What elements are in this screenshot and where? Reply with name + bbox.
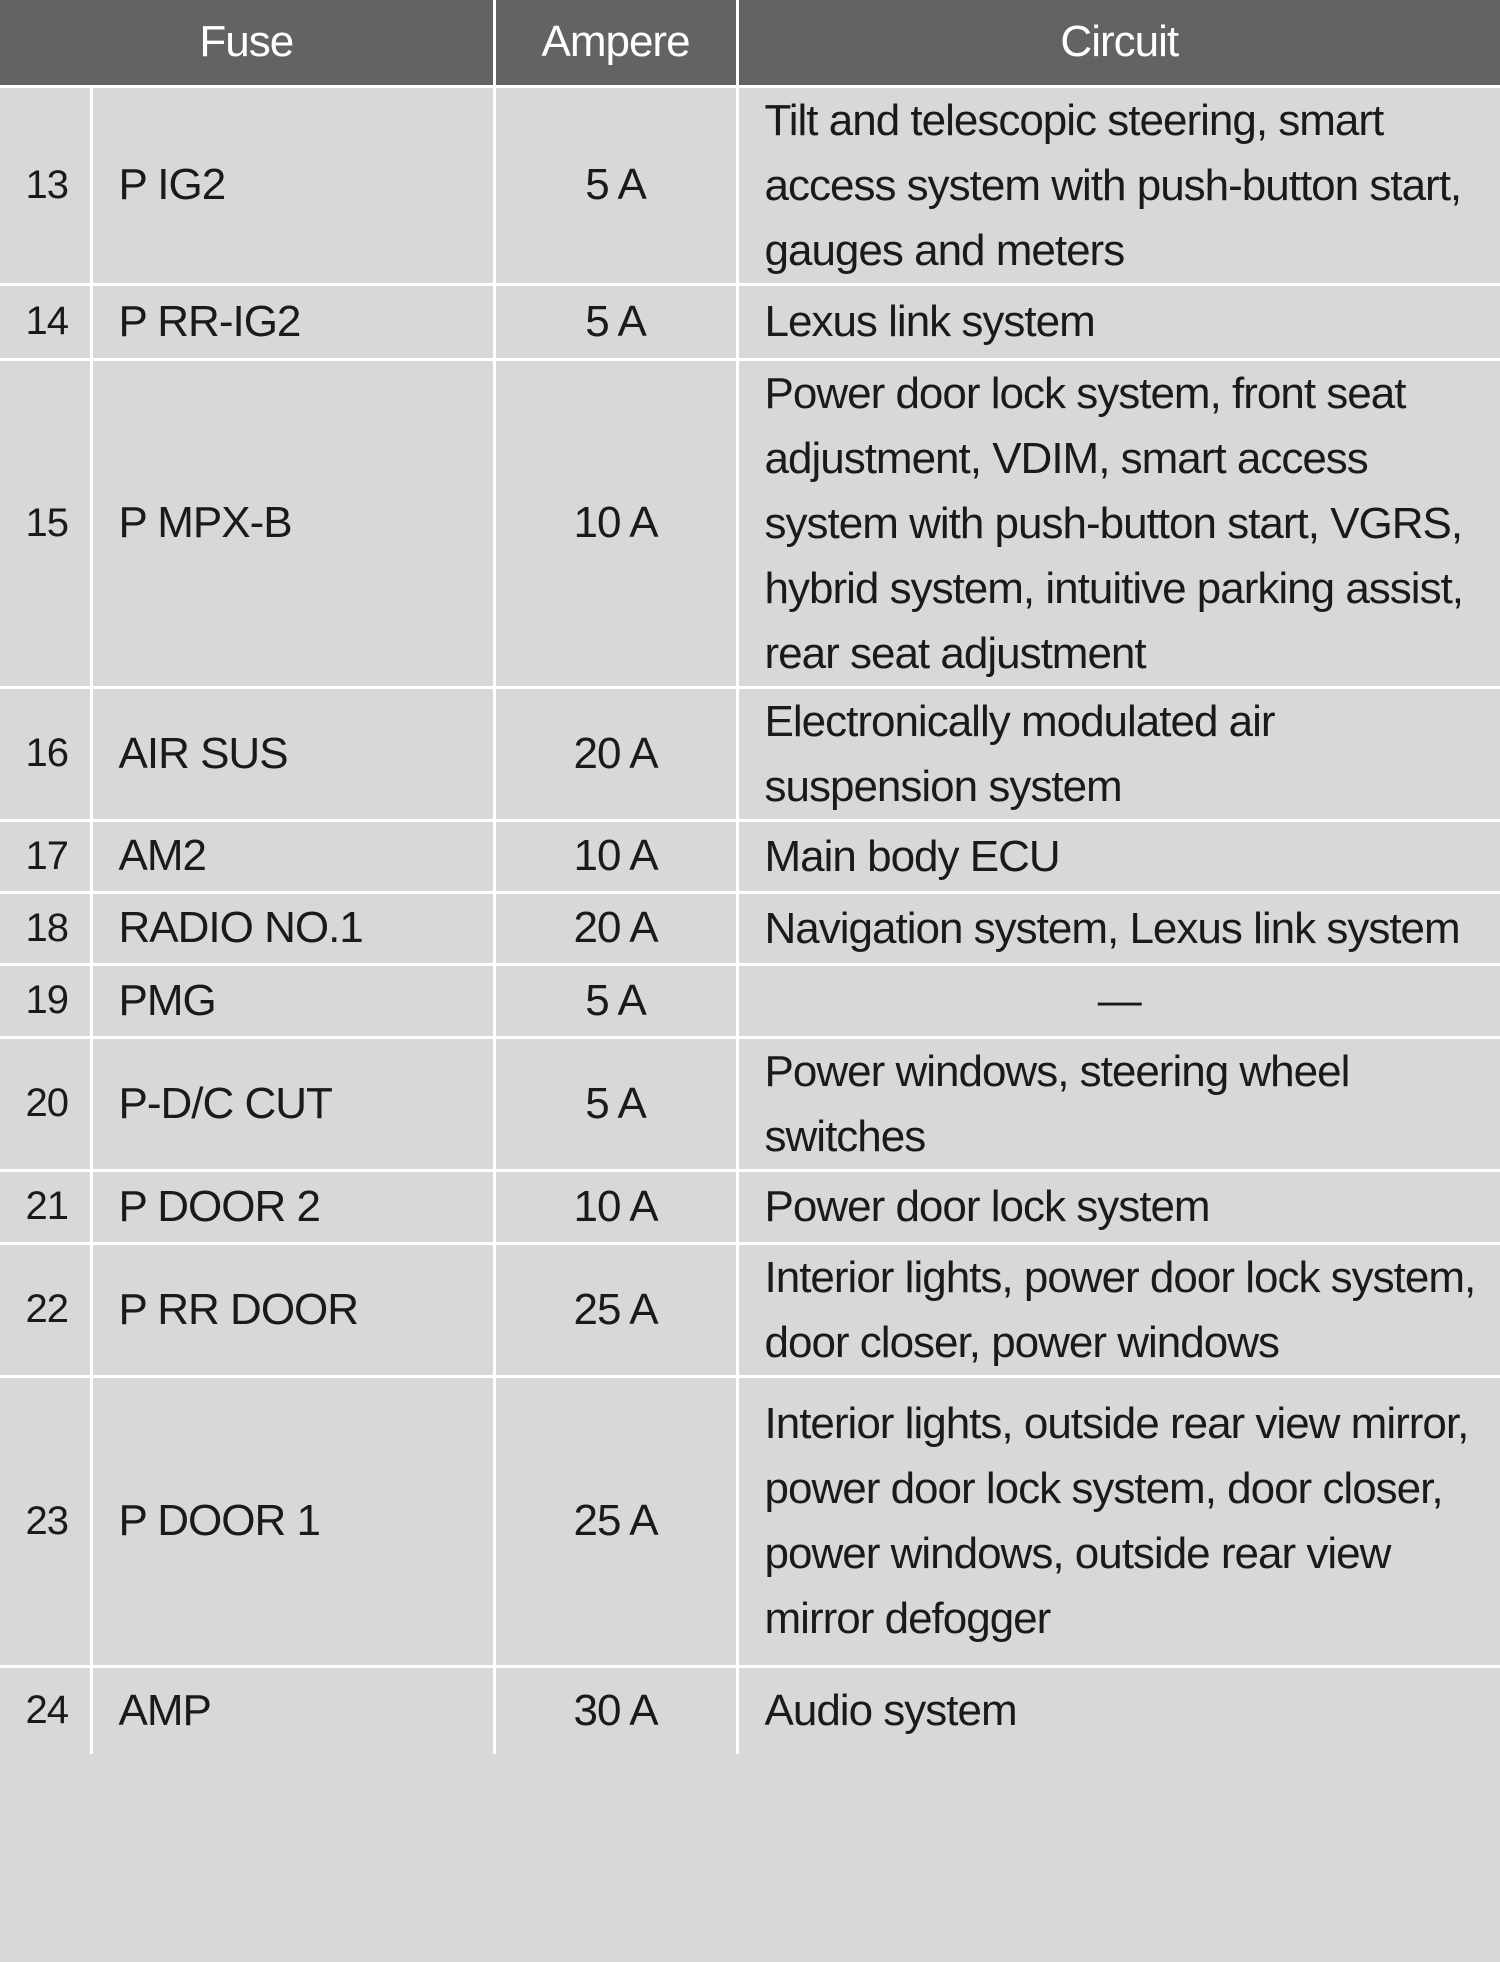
fuse-number: 19 xyxy=(0,964,91,1037)
fuse-circuit: Main body ECU xyxy=(737,820,1500,892)
table-row xyxy=(0,687,1500,820)
fuse-number: 20 xyxy=(0,1037,91,1170)
fuse-number: 16 xyxy=(0,687,91,820)
fuse-circuit: Audio system xyxy=(737,1666,1500,1754)
table-row xyxy=(0,820,1500,892)
fuse-number: 13 xyxy=(0,86,91,284)
fuse-name: AM2 xyxy=(91,820,494,892)
fuse-circuit: Power door lock system xyxy=(737,1170,1500,1243)
table-row xyxy=(0,1666,1500,1754)
fuse-circuit: Lexus link system xyxy=(737,284,1500,359)
fuse-circuit: Interior lights, outside rear view mirror, power door lock system, door closer, power windows, outside rear view mirror defogger xyxy=(737,1376,1500,1666)
fuse-circuit: Interior lights, power door lock system, door closer, power windows xyxy=(737,1243,1500,1376)
fuse-ampere: 5 A xyxy=(494,284,737,359)
fuse-name: PMG xyxy=(91,964,494,1037)
fuse-circuit: Navigation system, Lexus link system xyxy=(737,892,1500,964)
fuse-name: P RR-IG2 xyxy=(91,284,494,359)
fuse-name: P IG2 xyxy=(91,86,494,284)
fuse-ampere: 25 A xyxy=(494,1243,737,1376)
fuse-name: AIR SUS xyxy=(91,687,494,820)
fuse-number: 24 xyxy=(0,1666,91,1754)
fuse-ampere: 25 A xyxy=(494,1376,737,1666)
fuse-name: P MPX-B xyxy=(91,359,494,687)
fuse-ampere: 5 A xyxy=(494,86,737,284)
fuse-name: RADIO NO.1 xyxy=(91,892,494,964)
fuse-name: P DOOR 1 xyxy=(91,1376,494,1666)
fuse-number: 23 xyxy=(0,1376,91,1666)
fuse-circuit: Tilt and telescopic steering, smart access system with push-button start, gauges and meters xyxy=(737,86,1500,284)
table-row xyxy=(0,1376,1500,1666)
fuse-number: 14 xyxy=(0,284,91,359)
fuse-ampere: 5 A xyxy=(494,1037,737,1170)
table-header-row xyxy=(0,0,1500,86)
fuse-circuit: Power door lock system, front seat adjustment, VDIM, smart access system with push-button start, VGRS, hybrid system, intuitive parking assist, rear seat adjustment xyxy=(737,359,1500,687)
fuse-number: 22 xyxy=(0,1243,91,1376)
table-row xyxy=(0,1243,1500,1376)
table-row xyxy=(0,359,1500,687)
fuse-number: 17 xyxy=(0,820,91,892)
fuse-ampere: 10 A xyxy=(494,359,737,687)
table-row xyxy=(0,964,1500,1037)
fuse-ampere: 20 A xyxy=(494,892,737,964)
table-row xyxy=(0,1037,1500,1170)
fuse-number: 21 xyxy=(0,1170,91,1243)
column-header-fuse: Fuse xyxy=(0,0,494,86)
fuse-ampere: 20 A xyxy=(494,687,737,820)
fuse-ampere: 10 A xyxy=(494,820,737,892)
table-row xyxy=(0,284,1500,359)
fuse-ampere: 10 A xyxy=(494,1170,737,1243)
table-row xyxy=(0,892,1500,964)
fuse-circuit: Electronically modulated air suspension system xyxy=(737,687,1500,820)
fuse-circuit: Power windows, steering wheel switches xyxy=(737,1037,1500,1170)
column-header-ampere: Ampere xyxy=(494,0,737,86)
column-header-circuit: Circuit xyxy=(737,0,1500,86)
fuse-number: 18 xyxy=(0,892,91,964)
fuse-name: P-D/C CUT xyxy=(91,1037,494,1170)
fuse-name: P DOOR 2 xyxy=(91,1170,494,1243)
fuse-circuit: — xyxy=(737,964,1500,1037)
fuse-name: AMP xyxy=(91,1666,494,1754)
table-row xyxy=(0,1170,1500,1243)
fuse-ampere: 5 A xyxy=(494,964,737,1037)
fuse-ampere: 30 A xyxy=(494,1666,737,1754)
fuse-number: 15 xyxy=(0,359,91,687)
fuse-name: P RR DOOR xyxy=(91,1243,494,1376)
table-row xyxy=(0,86,1500,284)
